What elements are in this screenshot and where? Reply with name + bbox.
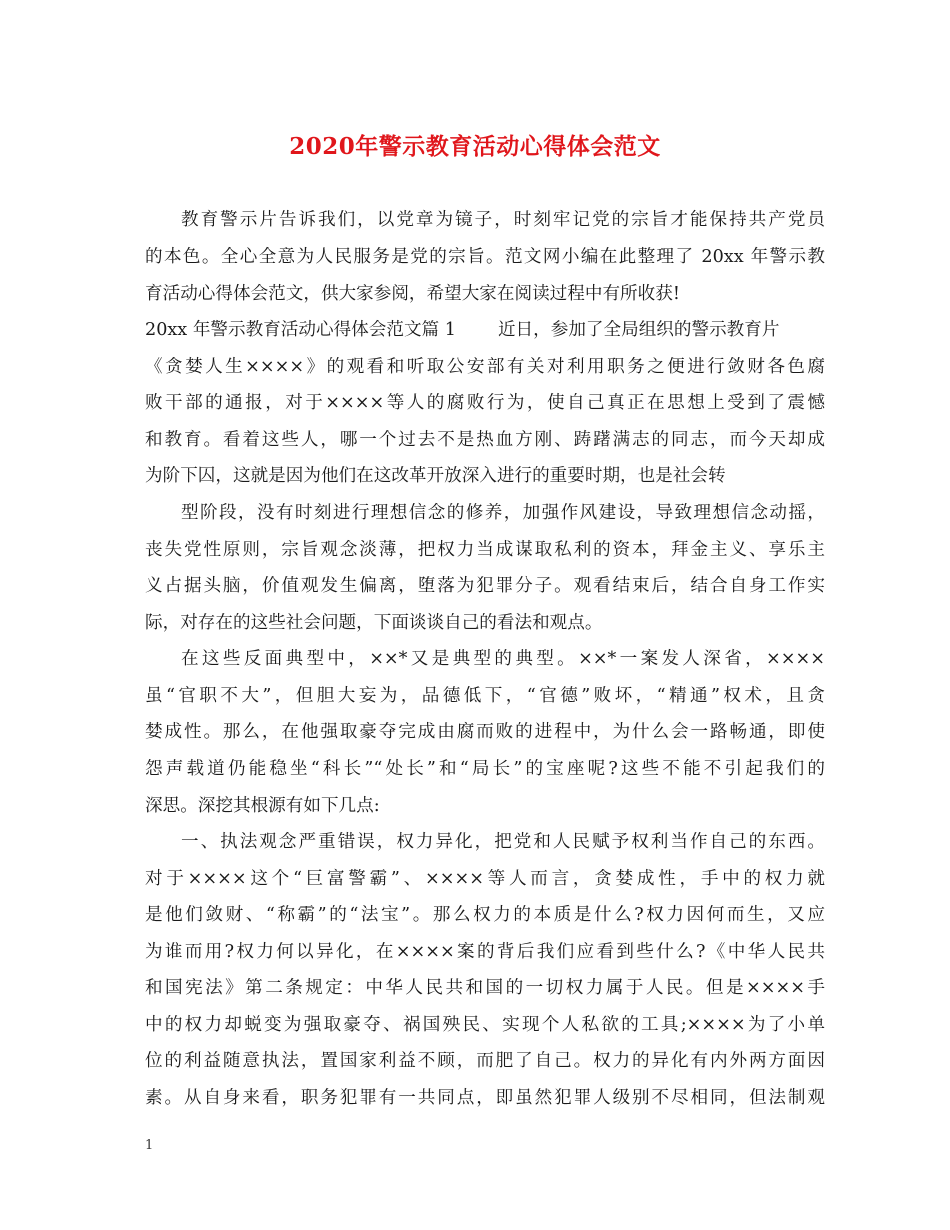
body-line: 《贪婪人生××××》的观看和听取公安部有关对利用职务之便进行敛财各色腐 [145,357,825,377]
body-line: 为阶下囚，这就是因为他们在这改革开放深入进行的重要时期，也是社会转 [145,466,726,486]
body-line: 型阶段，没有时刻进行理想信念的修养，加强作风建设，导致理想信念动摇， [181,503,825,523]
body-line: 对于××××这个“巨富警霸”、××××等人而言，贪婪成性，手中的权力就 [145,869,825,889]
intro-line: 教育警示片告诉我们，以党章为镜子，时刻牢记党的宗旨才能保持共产党员 [181,210,825,230]
body-line: 是他们敛财、“称霸”的“法宝”。那么权力的本质是什么?权力因何而生，又应 [145,905,825,925]
body-line: 和教育。看着这些人，哪一个过去不是热血方刚、踌躇满志的同志，而今天却成 [145,430,825,450]
body-line: 素。从自身来看，职务犯罪有一共同点，即虽然犯罪人级别不尽相同，但法制观 [145,1088,825,1108]
body-line: 败干部的通报，对于××××等人的腐败行为，使自己真正在思想上受到了震憾 [145,393,825,413]
body-line: 位的利益随意执法，置国家利益不顾，而肥了自己。权力的异化有内外两方面因 [145,1051,825,1071]
body-line: 怨声载道仍能稳坐“科长”“处长”和“局长”的宝座呢?这些不能不引起我们的 [145,759,825,779]
intro-line: 育活动心得体会范文，供大家参阅，希望大家在阅读过程中有所收获! [145,284,680,304]
body-line: 中的权力却蜕变为强取豪夺、祸国殃民、实现个人私欲的工具;××××为了小单 [145,1015,825,1035]
document-title: 2020年警示教育活动心得体会范文 [289,133,661,160]
body-line: 和国宪法》第二条规定：中华人民共和国的一切权力属于人民。但是××××手 [145,978,825,998]
body-line: 深思。深挖其根源有如下几点: [145,796,380,816]
article-heading: 20xx 年警示教育活动心得体会范文篇 1 [145,320,456,340]
body-line: 际，对存在的这些社会问题，下面谈谈自己的看法和观点。 [145,613,603,633]
intro-line: 的本色。全心全意为人民服务是党的宗旨。范文网小编在此整理了 20xx 年警示教 [145,247,825,267]
body-line: 丧失党性原则，宗旨观念淡薄，把权力当成谋取私利的资本，拜金主义、享乐主 [145,540,825,560]
body-line: 在这些反面典型中，××*又是典型的典型。××*一案发人深省，×××× [181,649,825,669]
body-line: 虽“官职不大”，但胆大妄为，品德低下，“官德”败坏，“精通”权术，且贪 [145,686,825,706]
article-first-line: 近日，参加了全局组织的警示教育片 [497,320,780,340]
body-line: 为谁而用?权力何以异化，在××××案的背后我们应看到些什么?《中华人民共 [145,942,825,962]
body-line: 义占据头脑，价值观发生偏离，堕落为犯罪分子。观看结束后，结合自身工作实 [145,576,825,596]
body-line: 婪成性。那么，在他强取豪夺完成由腐而败的进程中，为什么会一路畅通，即使 [145,722,825,742]
body-line: 一、执法观念严重错误，权力异化，把党和人民赋予权利当作自己的东西。 [181,832,825,852]
page-number: 1 [145,1138,154,1153]
article-heading-line [145,318,825,342]
